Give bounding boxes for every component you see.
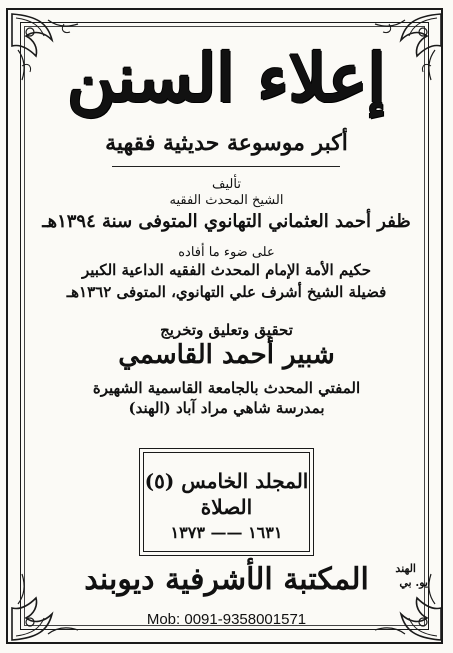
author-title: الشيخ المحدث الفقيه [169, 193, 284, 208]
taleef-label: تأليف [212, 177, 241, 192]
editing-label: تحقيق وتعليق وتخريج [160, 321, 293, 339]
volume-label: المجلد الخامس (٥) [144, 469, 309, 493]
publisher-mobile: Mob: 0091-9358001571 [146, 611, 307, 628]
publisher-name: المكتبة الأشرفية ديوبند [84, 562, 369, 597]
publisher-state: يو. بي [399, 576, 428, 589]
divider [112, 166, 340, 167]
editor-title: المفتي المحدث بالجامعة القاسمية الشهيرة [92, 379, 361, 397]
publisher-country: الهند [395, 562, 416, 575]
volume-topic: الصلاة [200, 495, 253, 519]
editor-name: شبير أحمد القاسمي [118, 340, 335, 370]
teacher-name: فضيلة الشيخ أشرف علي التهانوي، المتوفى ١٣٦٢هـ [66, 283, 387, 301]
author-name: ظفر أحمد العثماني التهانوي المتوفى سنة ١٣٩٤هـ [42, 211, 411, 232]
according-label: على ضوء ما أفاده [178, 245, 275, 260]
book-title: إعلاء السنن [67, 39, 386, 117]
teacher-title: حكيم الأمة الإمام المحدث الفقيه الداعية الكبير [81, 261, 372, 279]
volume-years: ١٦٣١ —— ١٣٧٣ [170, 523, 283, 542]
book-subtitle: أكبر موسوعة حديثية فقهية [105, 130, 348, 156]
editor-madrasa: بمدرسة شاهي مراد آباد (الهند) [128, 399, 325, 417]
